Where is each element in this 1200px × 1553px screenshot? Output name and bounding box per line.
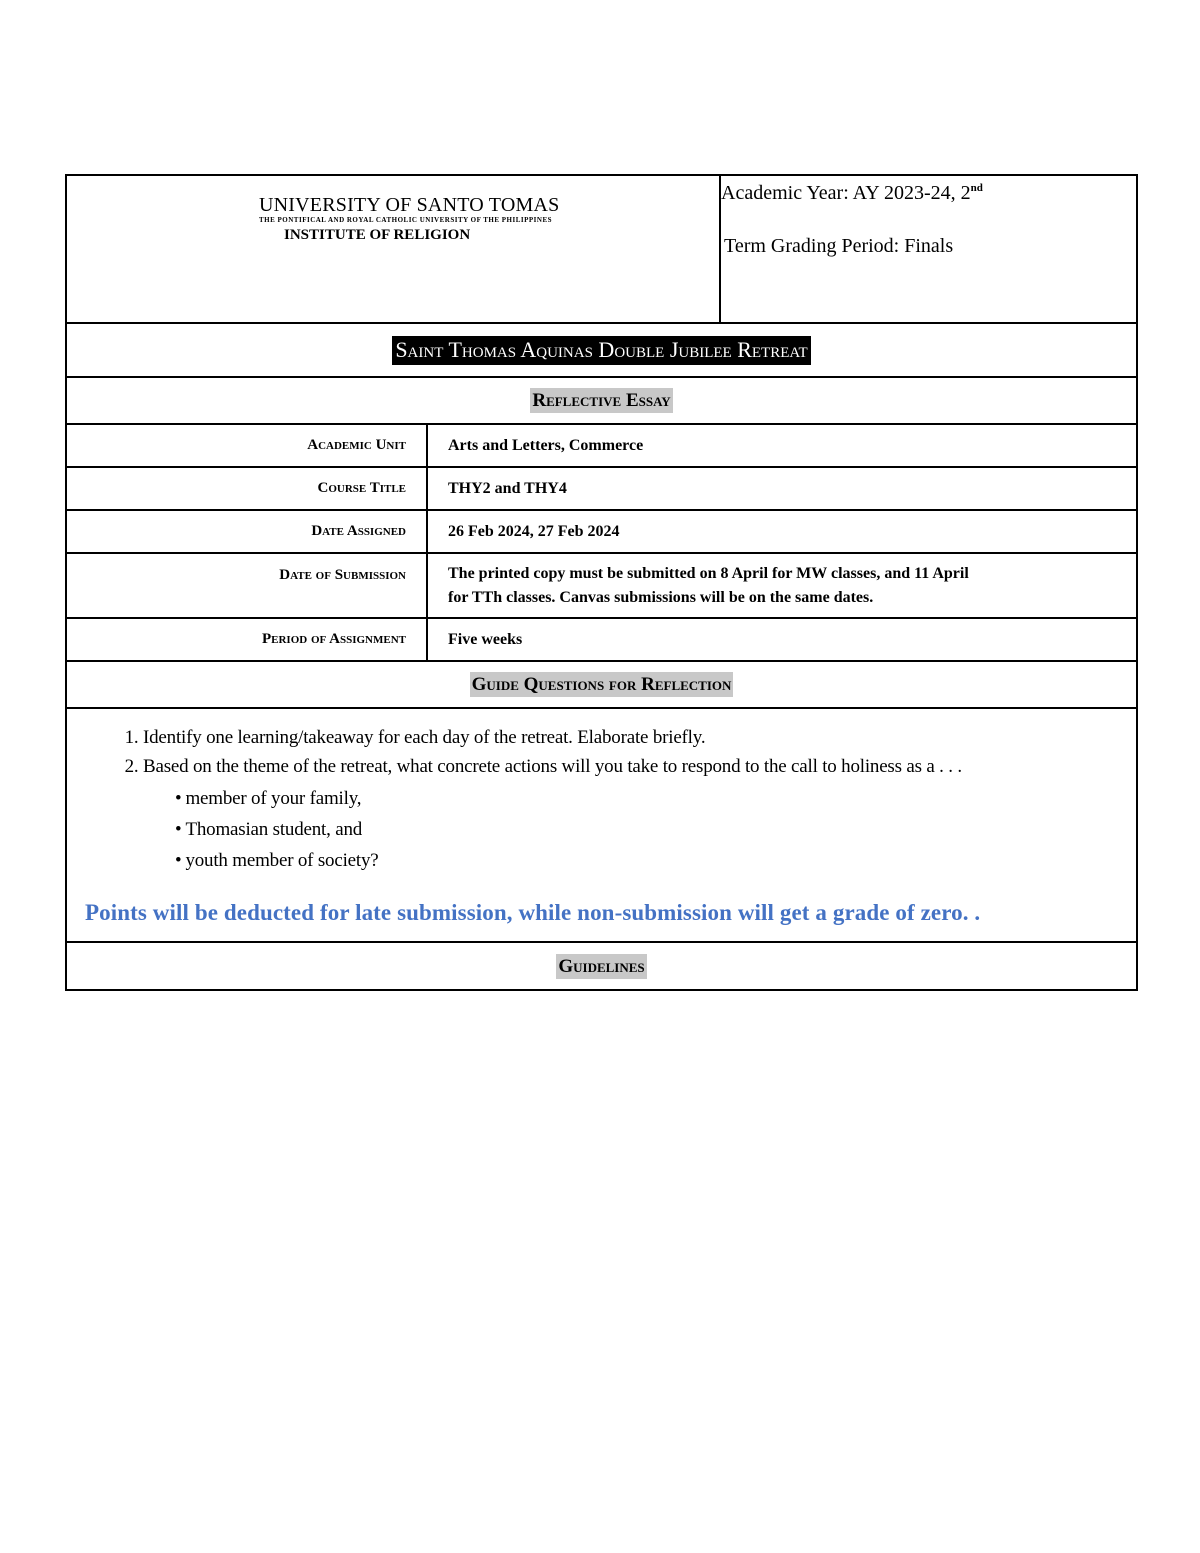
university-subtitle: THE PONTIFICAL AND ROYAL CATHOLIC UNIVERSITY OF THE PHILIPPINES — [259, 216, 553, 224]
bullet-icon: • — [175, 819, 182, 840]
detail-label: Course Title — [66, 467, 427, 510]
guide-questions-title: Guide Questions for Reflection — [471, 674, 732, 695]
retreat-title: Saint Thomas Aquinas Double Jubilee Retreat — [392, 336, 810, 365]
late-submission-note: Points will be deducted for late submission, while non-submission will get a grade of zero. . — [85, 900, 981, 925]
submission-line-2: for TTh classes. Canvas submissions will be on the same dates. — [448, 588, 874, 606]
essay-title: Reflective Essay — [532, 390, 671, 411]
detail-value — [427, 553, 1137, 618]
guidelines-row — [66, 942, 1137, 990]
sub-item: • member of your family, — [175, 788, 362, 809]
bullet-icon: • — [175, 788, 182, 809]
sub-item: • youth member of society? — [175, 850, 379, 871]
guide-title-row — [66, 661, 1137, 708]
question-sub-list — [143, 783, 1116, 876]
detail-row-period-of-assignment — [66, 618, 1137, 661]
term-info — [720, 175, 1137, 323]
banner-row — [66, 323, 1137, 377]
detail-row-course-title — [66, 467, 1137, 510]
institute-name: INSTITUTE OF RELIGION — [284, 227, 471, 243]
detail-value: Arts and Letters, Commerce — [427, 424, 1137, 467]
questions-cell — [66, 708, 1137, 942]
detail-value: THY2 and THY4 — [427, 467, 1137, 510]
detail-value: Five weeks — [427, 618, 1137, 661]
university-header — [66, 175, 720, 323]
detail-label: Period of Assignment — [66, 618, 427, 661]
university-name: UNIVERSITY OF SANTO TOMAS — [259, 194, 560, 216]
academic-year-ordinal: nd — [970, 182, 983, 194]
detail-label: Academic Unit — [66, 424, 427, 467]
academic-year: Academic Year: AY 2023-24, 2nd — [721, 182, 983, 204]
detail-row-date-of-submission — [66, 553, 1137, 618]
guidelines-title: Guidelines — [558, 955, 645, 977]
questions-row — [66, 708, 1137, 942]
detail-row-academic-unit — [66, 424, 1137, 467]
sub-item: • Thomasian student, and — [175, 819, 363, 840]
bullet-icon: • — [175, 850, 182, 871]
detail-value: 26 Feb 2024, 27 Feb 2024 — [427, 510, 1137, 553]
detail-label: Date of Submission — [66, 553, 427, 618]
term-grading-period: Term Grading Period: Finals — [724, 235, 954, 257]
header-row — [66, 175, 1137, 323]
submission-line-1: The printed copy must be submitted on 8 April for MW classes, and 11 April — [448, 564, 969, 582]
assignment-table — [65, 174, 1138, 991]
question-item: 2. Based on the theme of the retreat, what concrete actions will you take to respond to the call to holiness as a . . . • member of your family, • Thomasian student, and • youth member of society? — [143, 752, 1116, 876]
detail-label: Date Assigned — [66, 510, 427, 553]
question-list — [85, 723, 1116, 876]
question-item: 1. Identify one learning/takeaway for each day of the retreat. Elaborate briefly. — [143, 723, 1116, 752]
detail-row-date-assigned — [66, 510, 1137, 553]
essay-title-row — [66, 377, 1137, 424]
